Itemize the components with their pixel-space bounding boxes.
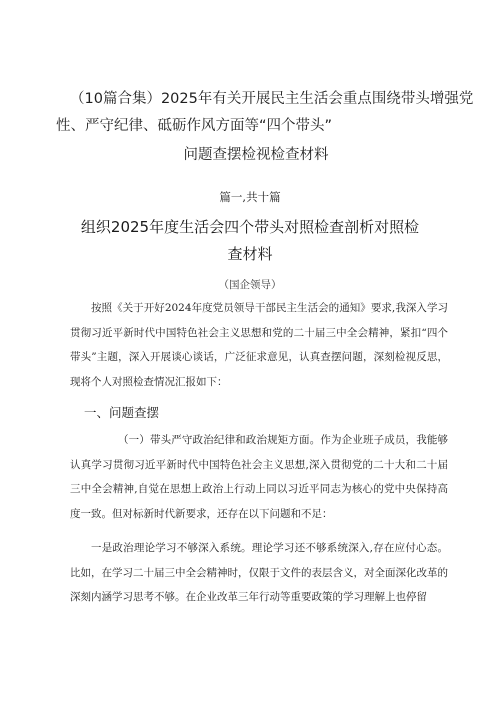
title-line-3: 问题查摆检视检查材料 bbox=[183, 147, 329, 163]
section-title: 组织2025年度生活会四个带头对照检查剖析对照检查材料 bbox=[80, 218, 420, 263]
document-title bbox=[56, 86, 474, 169]
title-line-2: 性、严守纪律、砥砺作风方面等“四个带头” bbox=[56, 118, 333, 134]
paragraph-theory-study: 一是政治理论学习不够深入系统。理论学习还不够系统深入,存在应付心态。比如，在学习二十届三中全会精神时，仅限于文件的表层含义，对全面深化改革的深刻内涵学习思考不够。在企业改革三年行动等重要政策的学习理解上也停留 bbox=[70, 542, 448, 603]
paragraph-political-discipline: （一）带头严守政治纪律和政治规矩方面。作为企业班子成员，我能够认真学习贯彻习近平新时代中国特色社会主义思想,深入贯彻党的二十大和二十届三中全会精神,自觉在思想上政治上行动上同以习近平同志为核心的党中央保持高度一致。但对标新时代新要求，还存在以下问题和不足： bbox=[70, 434, 448, 520]
heading-problem-review: 一、问题查摆 bbox=[84, 405, 160, 420]
title-line-1: （10篇合集）2025年有关开展民主生活会重点围绕带头增强党 bbox=[70, 91, 474, 107]
paragraph-intro: 按照《关于开好2024年度党员领导干部民主生活会的通知》要求,我深入学习贯彻习近平新时代中国特色社会主义思想和党的二十届三中全会精神，紧扣“四个带头”主题，深入开展谈心谈话，广泛征求意见，认真查摆问题，深刻检视反思，现将个人对照检查情况汇报如下： bbox=[70, 302, 448, 388]
part-label: 篇一,共十篇 bbox=[219, 190, 281, 204]
author-label: （国企领导） bbox=[218, 279, 282, 291]
